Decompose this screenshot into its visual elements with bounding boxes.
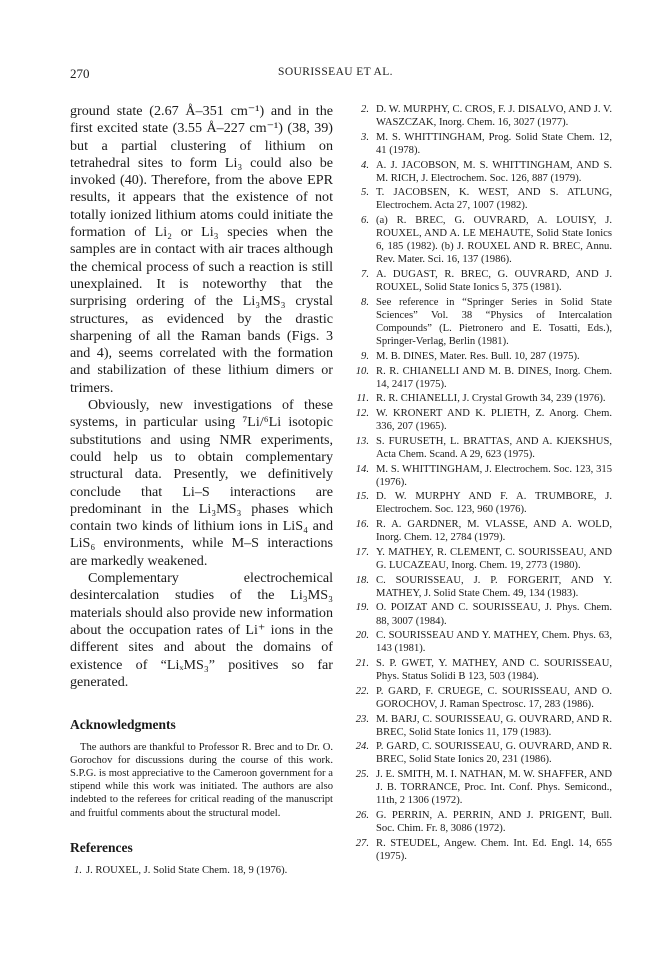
reference-number: 9. [361,350,369,362]
reference-number: 1. [74,864,82,876]
body-paragraph: Complementary electrochemical desintercalation studies of the Li₃MS₃ materials should also provide new information about the occupation rates of Li⁺ ions in the different sites and about the domains of existence of “LiₓMS₃” positives so far generated. [70,570,333,690]
reference-item [352,837,612,863]
reference-item [352,392,612,405]
reference-text: P. GARD, F. CRUEGE, C. SOURISSEAU, AND O. GOROCHOV, J. Raman Spectrosc. 17, 283 (1986). [376,685,612,710]
body-paragraph: Obviously, new investigations of these systems, in particular using ⁷Li/⁶Li isotopic substitutions and using NMR experiments, could help us to obtain complementary structural data. Presently, we definitively conclude that Li–S interactions are predominant in the Li₃MS₃ phases which contain two kinds of lithium ions in LiS₄ and LiS₆ environments, while M–S interactions are markedly weakened. [70,397,333,569]
reference-item [352,131,612,157]
reference-item [352,546,612,572]
reference-text: D. W. MURPHY AND F. A. TRUMBORE, J. Electrochem. Soc. 123, 960 (1976). [376,491,612,516]
reference-text: S. FURUSETH, L. BRATTAS, AND A. KJEKSHUS, Acta Chem. Scand. A 29, 623 (1975). [376,435,612,460]
reference-number: 13. [355,435,369,447]
reference-text: S. P. GWET, Y. MATHEY, AND C. SOURISSEAU, Phys. Status Solidi B 123, 503 (1984). [376,658,612,683]
reference-number: 18. [355,574,369,586]
reference-number: 6. [361,215,369,227]
right-column [352,103,612,865]
reference-item [352,159,612,185]
reference-number: 14. [355,463,369,475]
reference-item [352,365,612,391]
reference-item [352,809,612,835]
reference-number: 20. [355,630,369,642]
reference-number: 2. [361,104,369,115]
reference-number: 27. [355,837,369,849]
reference-number: 15. [355,491,369,503]
reference-item [352,463,612,489]
reference-item [352,490,612,516]
reference-text: See reference in “Springer Series in Solid State Sciences” Vol. 38 “Physics of Intercalation Compounds” (L. Pietronero and E. Tosatti, Eds.), Springer-Verlag, Berlin (1981). [376,296,612,348]
reference-item [74,864,333,877]
reference-text: A. DUGAST, R. BREC, G. OUVRARD, AND J. ROUXEL, Solid State Ionics 5, 375 (1981). [376,269,612,294]
reference-text: G. PERRIN, A. PERRIN, AND J. PRIGENT, Bull. Soc. Chim. Fr. 8, 3086 (1972). [376,810,612,835]
reference-item [352,713,612,739]
reference-item [352,657,612,683]
reference-list-right [352,103,612,863]
reference-item [352,435,612,461]
reference-text: J. E. SMITH, M. I. NATHAN, M. W. SHAFFER, AND J. B. TORRANCE, Proc. Int. Conf. Phys. Semicond., 11th, 2 1306 (1972). [376,769,612,807]
reference-text: J. ROUXEL, J. Solid State Chem. 18, 9 (1976). [86,864,288,876]
acknowledgments-heading: Acknowledgments [70,717,176,733]
reference-item [352,350,612,363]
reference-number: 10. [355,365,369,377]
reference-item [352,214,612,266]
reference-item [352,103,612,129]
reference-text: P. GARD, C. SOURISSEAU, G. OUVRARD, AND R. BREC, Solid State Ionics 20, 231 (1986). [376,741,612,766]
reference-text: C. SOURISSEAU, J. P. FORGERIT, AND Y. MATHEY, J. Solid State Chem. 49, 134 (1983). [376,574,612,599]
reference-text: C. SOURISSEAU AND Y. MATHEY, Chem. Phys. 63, 143 (1981). [376,630,612,655]
reference-number: 22. [355,685,369,697]
reference-number: 8. [361,296,369,308]
reference-text: W. KRONERT AND K. PLIETH, Z. Anorg. Chem. 336, 207 (1965). [376,408,612,433]
reference-number: 4. [361,159,369,171]
reference-number: 17. [355,546,369,558]
reference-text: T. JACOBSEN, K. WEST, AND S. ATLUNG, Electrochem. Acta 27, 1007 (1982). [376,187,612,212]
reference-item [352,685,612,711]
reference-text: Y. MATHEY, R. CLEMENT, C. SOURISSEAU, AND G. LUCAZEAU, Inorg. Chem. 19, 2773 (1980). [376,546,612,571]
reference-text: D. W. MURPHY, C. CROS, F. J. DISALVO, AND J. V. WASZCZAK, Inorg. Chem. 16, 3027 (1977). [376,104,612,129]
reference-number: 7. [361,269,369,281]
reference-text: M. S. WHITTINGHAM, J. Electrochem. Soc. 123, 315 (1976). [376,463,612,488]
reference-number: 3. [361,131,369,143]
reference-text: A. J. JACOBSON, M. S. WHITTINGHAM, AND S. M. RICH, J. Electrochem. Soc. 126, 887 (1979). [376,159,612,184]
page-number: 270 [70,66,90,81]
reference-number: 25. [355,769,369,781]
reference-number: 12. [355,408,369,419]
reference-number: 23. [355,713,369,725]
reference-item [352,601,612,627]
reference-text: M. S. WHITTINGHAM, Prog. Solid State Chem. 12, 41 (1978). [376,131,612,156]
reference-number: 26. [355,810,369,822]
body-paragraph: ground state (2.67 Å–351 cm⁻¹) and in the first excited state (3.55 Å–227 cm⁻¹) (38, 39) but a partial clustering of lithium on tetrahedral sites to form Li₃ could also be invoked (40). Therefore, from the above EPR results, it appears that the existence of not totally ionized lithium atoms could initiate the formation of Li₂ or Li₃ species when the samples are in contact with air traces although the chemical process of such a reaction is still unexplained. It is noteworthy that the surprising ordering of the Li₃MS₃ crystal structures, as evidenced by the drastic sharpening of all the Raman bands (Figs. 3 and 4), seems correlated with the formation and stabilization of these lithium dimers or trimers. [70,103,333,396]
reference-number: 11. [356,393,369,405]
reference-item [352,407,612,433]
reference-number: 5. [361,187,369,199]
reference-number: 21. [355,658,369,670]
reference-number: 19. [355,602,369,614]
reference-number: 16. [355,519,369,531]
reference-item [352,268,612,294]
reference-text: R. R. CHIANELLI AND M. B. DINES, Inorg. Chem. 14, 2417 (1975). [376,365,612,390]
reference-item [352,296,612,348]
reference-item [352,186,612,212]
reference-text: R. R. CHIANELLI, J. Crystal Growth 34, 239 (1976). [376,393,606,405]
acknowledgments-text: The authors are thankful to Professor R. Brec and to Dr. O. Gorochov for discussions during the course of this work. S.P.G. is most appreciative to the Cameroon government for a stipend while this work was initiated. The authors are also indebted to the referees for critical reading of the manuscript and fruitful comments about the structural model. [70,742,333,819]
running-head: SOURISSEAU ET AL. [278,66,393,78]
reference-item [352,518,612,544]
left-column [70,103,333,878]
reference-item [352,768,612,807]
reference-text: (a) R. BREC, G. OUVRARD, A. LOUISY, J. ROUXEL, AND A. LE MEHAUTE, Solid State Ionics 6, 185 (1982). (b) J. ROUXEL AND R. BREC, Annu. Rev. Mater. Sci. 16, 137 (1986). [376,215,612,266]
reference-number: 24. [355,741,369,753]
reference-text: R. STEUDEL, Angew. Chem. Int. Ed. Engl. 14, 655 (1975). [376,837,612,862]
reference-text: M. BARJ, C. SOURISSEAU, G. OUVRARD, AND R. BREC, Solid State Ionics 11, 179 (1983). [376,713,612,738]
reference-text: O. POIZAT AND C. SOURISSEAU, J. Phys. Chem. 88, 3007 (1984). [376,602,612,627]
reference-item [352,740,612,766]
reference-text: M. B. DINES, Mater. Res. Bull. 10, 287 (1975). [376,350,580,362]
reference-text: R. A. GARDNER, M. VLASSE, AND A. WOLD, Inorg. Chem. 12, 2784 (1979). [376,519,612,544]
reference-item [352,574,612,600]
references-heading: References [70,839,133,855]
reference-list-left [70,864,333,877]
reference-item [352,629,612,655]
